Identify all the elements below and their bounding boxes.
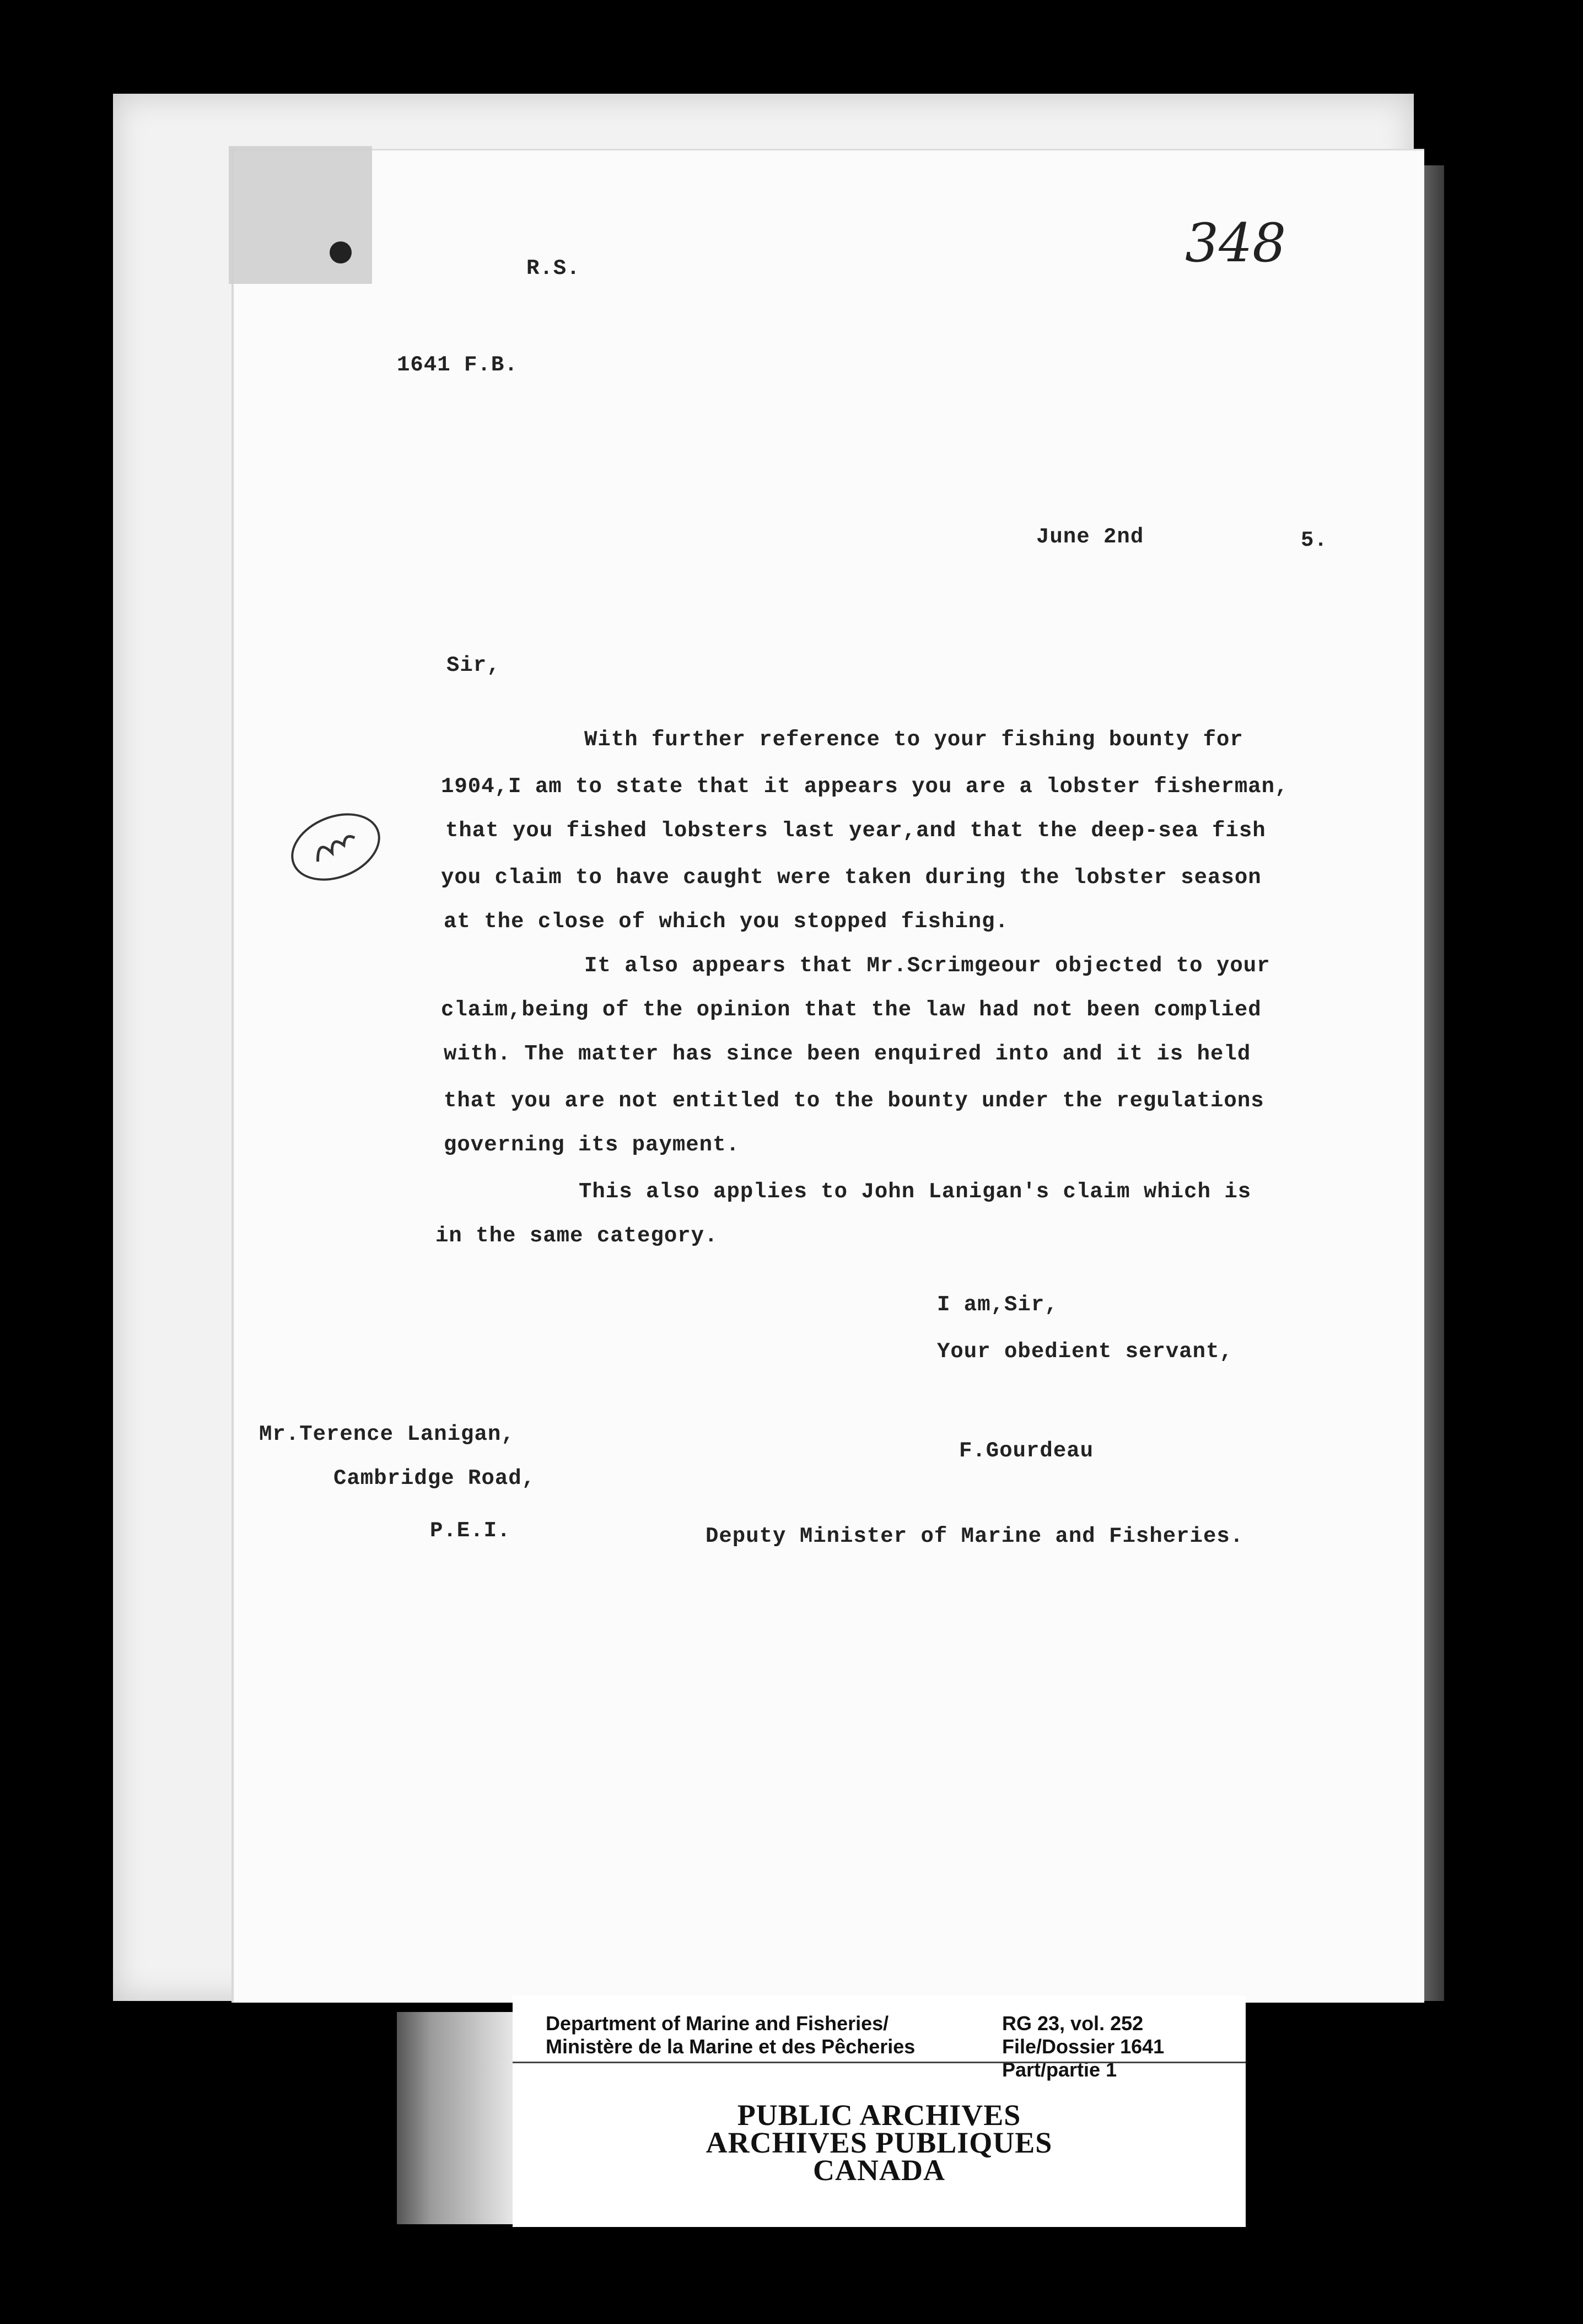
department-english: Department of Marine and Fisheries/: [546, 2012, 889, 2035]
archives-english: PUBLIC ARCHIVES: [737, 2099, 1021, 2132]
letter-page: [231, 149, 1424, 2003]
body-line: that you fished lobsters last year,and that the deep-sea fish: [445, 819, 1266, 843]
part-reference: Part/partie 1: [1002, 2058, 1117, 2081]
page-number: 348: [1185, 212, 1286, 274]
file-reference: 1641 F.B.: [397, 353, 518, 377]
salutation: Sir,: [446, 653, 500, 677]
date-year-fragment: 5.: [1301, 528, 1328, 552]
body-line: 1904,I am to state that it appears you are a lobster fisherman,: [441, 774, 1289, 799]
letter-date: June 2nd: [1036, 525, 1144, 549]
signer-title: Deputy Minister of Marine and Fisheries.: [706, 1524, 1244, 1548]
body-line: that you are not entitled to the bounty under the regulations: [444, 1089, 1264, 1113]
recipient-street: Cambridge Road,: [333, 1466, 536, 1491]
file-reference-label: File/Dossier 1641: [1002, 2035, 1165, 2058]
body-line: It also appears that Mr.Scrimgeour objected to your: [584, 954, 1270, 978]
body-line: This also applies to John Lanigan's claim which is: [579, 1180, 1252, 1204]
archives-country: CANADA: [813, 2154, 945, 2187]
closing-line: Your obedient servant,: [937, 1339, 1233, 1364]
initials: R.S.: [526, 256, 580, 281]
body-line: governing its payment.: [444, 1133, 740, 1157]
archives-french: ARCHIVES PUBLIQUES: [706, 2126, 1053, 2159]
body-line: With further reference to your fishing bounty for: [584, 728, 1243, 752]
body-line: at the close of which you stopped fishing.: [444, 910, 1009, 934]
volume-reference: RG 23, vol. 252: [1002, 2012, 1144, 2035]
signer-name: F.Gourdeau: [959, 1439, 1094, 1463]
body-line: with. The matter has since been enquired into and it is held: [444, 1042, 1251, 1066]
recipient-province: P.E.I.: [430, 1519, 511, 1543]
body-line: in the same category.: [435, 1224, 718, 1248]
department-french: Ministère de la Marine et des Pêcheries: [546, 2035, 916, 2058]
corner-tape-patch: [229, 146, 372, 284]
label-divider: [513, 2062, 1246, 2063]
closing-line: I am,Sir,: [937, 1293, 1058, 1317]
punch-hole: [330, 241, 352, 263]
recipient-name: Mr.Terence Lanigan,: [259, 1422, 515, 1446]
body-line: claim,being of the opinion that the law had not been complied: [441, 998, 1262, 1022]
body-line: you claim to have caught were taken during the lobster season: [441, 865, 1262, 890]
archive-label: [513, 1995, 1246, 2227]
